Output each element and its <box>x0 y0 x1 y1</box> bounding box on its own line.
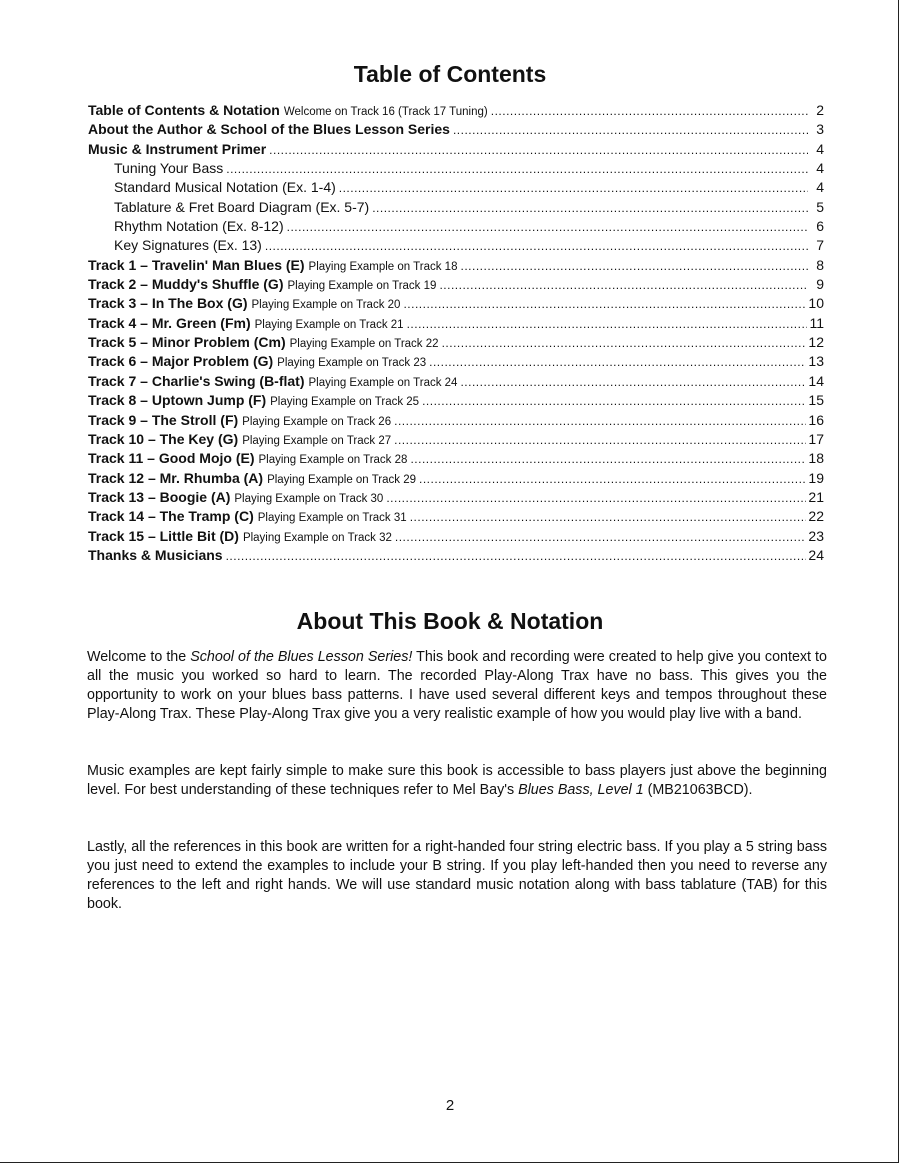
toc-page-number: 5 <box>816 198 824 215</box>
toc-entry-title: Track 6 – Major Problem (G) <box>88 353 274 370</box>
toc-entry <box>88 546 824 565</box>
toc-entry-title: Music & Instrument Primer <box>88 140 267 157</box>
toc-title: Table of Contents <box>353 61 547 87</box>
toc-page-number: 24 <box>808 546 824 563</box>
toc-entry-title: Table of Contents & Notation <box>88 102 280 118</box>
toc-entry-title: Track 11 – Good Mojo (E) <box>88 450 255 467</box>
toc-entry <box>88 430 824 449</box>
toc-leader-dots <box>439 276 808 295</box>
toc-leader-dots <box>453 121 808 140</box>
toc-entry <box>88 469 824 488</box>
toc-entry-title: Track 7 – Charlie's Swing (B-flat) <box>88 372 305 389</box>
toc-page-number: 7 <box>816 237 824 254</box>
toc-leader-dots <box>407 315 808 334</box>
toc-entry-title: Track 9 – The Stroll (F) <box>88 411 239 428</box>
toc-page-number: 23 <box>808 527 824 544</box>
toc-leader-dots <box>339 179 808 198</box>
toc-entry <box>88 256 824 275</box>
toc-entry-note: Playing Example on Track 30 <box>234 492 384 505</box>
series-title: School of the Blues Lesson Series! <box>190 649 413 665</box>
toc-entry <box>88 391 824 410</box>
toc-leader-dots <box>226 160 808 179</box>
toc-page-number: 15 <box>808 392 824 409</box>
toc-entry-note: Playing Example on Track 26 <box>242 415 392 428</box>
toc-leader-dots <box>410 508 807 527</box>
toc-entry <box>88 159 824 178</box>
toc-page-number: 4 <box>816 179 824 196</box>
toc-entry <box>88 372 824 391</box>
toc-entry-note: Welcome on Track 16 (Track 17 Tuning) <box>283 106 488 118</box>
toc-leader-dots <box>422 392 806 411</box>
toc-page-number: 11 <box>809 314 824 331</box>
toc-entry <box>88 314 824 333</box>
toc-page-number: 2 <box>816 102 824 118</box>
page-number: 2 <box>445 1097 455 1114</box>
toc-entry-title: Track 15 – Little Bit (D) <box>88 527 239 544</box>
toc-entry-note: Playing Example on Track 32 <box>242 531 392 544</box>
toc-entry-note: Playing Example on Track 27 <box>242 434 392 447</box>
toc-page-number: 9 <box>816 276 824 293</box>
about-paragraph-2 <box>87 762 827 800</box>
toc-entry <box>88 198 824 217</box>
toc-entry <box>88 449 824 468</box>
toc-leader-dots <box>403 295 806 314</box>
toc-page-number: 6 <box>816 218 824 235</box>
toc-leader-dots <box>394 412 806 431</box>
toc-entry-title: Track 1 – Travelin' Man Blues (E) <box>88 256 305 273</box>
toc-entry-note: Playing Example on Track 31 <box>257 512 407 525</box>
toc-page-number: 12 <box>808 334 824 351</box>
toc-leader-dots <box>460 257 808 276</box>
toc-page-number: 13 <box>808 353 824 370</box>
toc-page-number: 18 <box>808 450 824 467</box>
toc-page-number: 19 <box>808 469 824 486</box>
toc-entry <box>88 101 824 120</box>
toc-entry-note: Playing Example on Track 18 <box>308 260 458 273</box>
toc-entry-note: Playing Example on Track 21 <box>254 318 404 331</box>
toc-entry-title: Track 14 – The Tramp (C) <box>88 508 254 525</box>
paragraph-text: Welcome to the <box>87 649 191 665</box>
toc-entry <box>88 275 824 294</box>
toc-leader-dots <box>287 218 808 237</box>
toc-leader-dots <box>386 489 806 508</box>
toc-entry-title: Track 13 – Boogie (A) <box>88 488 231 505</box>
toc-leader-dots <box>226 547 807 566</box>
toc-entry <box>88 352 824 371</box>
toc-entry-title: Rhythm Notation (Ex. 8-12) <box>114 218 284 235</box>
paragraph-text: (MB21063BCD). <box>643 782 753 798</box>
toc-page-number: 16 <box>808 411 824 428</box>
paragraph-text: Music examples are kept fairly simple to make sure this book is accessible to bass players just above the beginning level. For best understanding of these techniques refer to Mel Bay's <box>87 763 827 798</box>
toc-entry <box>88 411 824 430</box>
toc-entry-title: Thanks & Musicians <box>88 546 223 563</box>
about-paragraph-1 <box>87 648 827 724</box>
toc-entry <box>88 527 824 546</box>
toc-entry <box>88 236 824 255</box>
toc-leader-dots <box>442 334 807 353</box>
toc-entry-title: Track 8 – Uptown Jump (F) <box>88 392 267 409</box>
paragraph-text: This book and recording were created to help give you context to all the music you worked so hard to learn. The recorded Play-Along Trax have no bass. This gives you the opportunity to work on your blues bass patterns. I have used several different keys and tempos throughout these Play-Along Trax. These Play-Along Trax give you a very realistic example of how you would play live with a band. <box>87 649 827 722</box>
about-title: About This Book & Notation <box>296 608 604 634</box>
toc-page-number: 4 <box>816 160 824 177</box>
toc-entry-note: Playing Example on Track 22 <box>289 338 439 351</box>
toc-page-number: 14 <box>808 372 824 389</box>
toc-page-number: 8 <box>816 256 824 273</box>
toc-page-number: 4 <box>816 140 824 157</box>
toc-leader-dots <box>372 199 808 218</box>
table-of-contents <box>88 101 824 565</box>
toc-entry-note: Playing Example on Track 29 <box>267 473 417 486</box>
toc-entry-note: Playing Example on Track 25 <box>270 396 420 409</box>
toc-page-number: 3 <box>816 121 824 138</box>
toc-page-number: 10 <box>808 295 824 312</box>
toc-entry-title: Tablature & Fret Board Diagram (Ex. 5-7) <box>114 198 370 215</box>
toc-entry <box>88 178 824 197</box>
toc-entry <box>88 294 824 313</box>
toc-entry <box>88 140 824 159</box>
toc-leader-dots <box>419 470 806 489</box>
toc-leader-dots <box>410 450 806 469</box>
toc-entry-title: Track 4 – Mr. Green (Fm) <box>88 314 251 331</box>
toc-entry-note: Playing Example on Track 28 <box>258 454 408 467</box>
about-paragraph-3: Lastly, all the references in this book are written for a right-handed four string electric bass. If you play a 5 string bass you just need to extend the examples to include your B string. If you play left-handed then you need to reverse any references to the left and right hands. We will use standard music notation along with bass tablature (TAB) for this book. <box>87 839 827 912</box>
toc-leader-dots <box>265 237 808 256</box>
toc-entry-title: Tuning Your Bass <box>114 160 224 177</box>
toc-leader-dots <box>395 528 807 547</box>
toc-entry <box>88 488 824 507</box>
toc-entry-title: Track 2 – Muddy's Shuffle (G) <box>88 276 284 293</box>
toc-entry <box>88 507 824 526</box>
toc-page-number: 22 <box>808 508 824 525</box>
toc-entry <box>88 333 824 352</box>
toc-leader-dots <box>491 102 808 121</box>
toc-entry-title: Track 12 – Mr. Rhumba (A) <box>88 469 264 486</box>
toc-entry-title: Track 10 – The Key (G) <box>88 430 239 447</box>
toc-entry-title: About the Author & School of the Blues Lesson Series <box>88 121 450 138</box>
toc-entry-title: Standard Musical Notation (Ex. 1-4) <box>114 179 336 196</box>
toc-entry-title: Key Signatures (Ex. 13) <box>114 237 262 254</box>
toc-page-number: 17 <box>808 430 824 447</box>
toc-entry-note: Playing Example on Track 24 <box>308 376 458 389</box>
toc-entry-note: Playing Example on Track 19 <box>287 280 437 293</box>
toc-entry-note: Playing Example on Track 20 <box>251 299 401 312</box>
toc-entry <box>88 120 824 139</box>
toc-entry-note: Playing Example on Track 23 <box>277 357 427 370</box>
toc-leader-dots <box>460 373 806 392</box>
toc-page-number: 21 <box>808 488 824 505</box>
toc-leader-dots <box>394 431 806 450</box>
toc-entry <box>88 217 824 236</box>
toc-leader-dots <box>269 141 808 160</box>
toc-entry-title: Track 5 – Minor Problem (Cm) <box>88 334 286 351</box>
toc-leader-dots <box>429 353 806 372</box>
book-title: Blues Bass, Level 1 <box>518 782 644 798</box>
toc-entry-title: Track 3 – In The Box (G) <box>88 295 248 312</box>
